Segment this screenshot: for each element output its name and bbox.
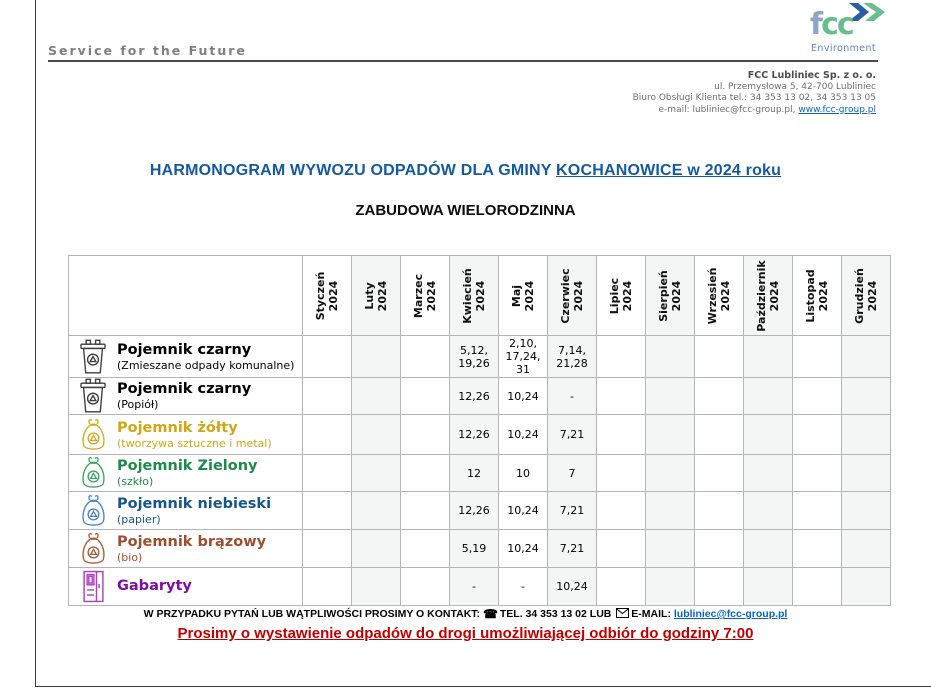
schedule-cell [352, 336, 401, 378]
schedule-cell [646, 378, 695, 415]
schedule-cell [303, 455, 352, 492]
schedule-cell [352, 568, 401, 606]
month-header-label: Marzec 2024 [412, 273, 438, 318]
schedule-cell [401, 336, 450, 378]
schedule-cell: 10 [499, 455, 548, 492]
schedule-cell [793, 568, 842, 606]
schedule-cell [597, 530, 646, 568]
waste-type-name: Pojemnik żółty [117, 419, 238, 436]
schedule-cell [744, 336, 793, 378]
schedule-table [68, 255, 891, 606]
waste-bag-icon [69, 531, 117, 567]
schedule-cell [695, 455, 744, 492]
company-name: FCC Lubliniec Sp. z o. o. [747, 70, 876, 81]
company-phones: Biuro Obsługi Klienta tel.: 34 353 13 02, 34 353 13 05 [632, 93, 876, 103]
table-row [69, 455, 891, 492]
schedule-cell [303, 336, 352, 378]
left-border-line [35, 0, 36, 687]
month-header-label: Luty 2024 [363, 280, 389, 311]
schedule-table-wrap [68, 255, 891, 606]
month-header [303, 256, 352, 336]
schedule-cell: 12,26 [450, 378, 499, 415]
schedule-cell [695, 336, 744, 378]
trash-bin-icon [69, 378, 117, 414]
schedule-cell [597, 455, 646, 492]
schedule-cell: 10,24 [499, 378, 548, 415]
waste-bag-icon [69, 493, 117, 529]
company-email-line: e-mail: lubliniec@fcc-group.pl, www.fcc-group.pl [658, 104, 876, 115]
waste-type-name: Pojemnik niebieski [117, 495, 272, 512]
schedule-cell [695, 492, 744, 530]
schedule-cell [646, 492, 695, 530]
month-header-label: Październik 2024 [755, 259, 781, 332]
schedule-cell [352, 455, 401, 492]
contact-line: W PRZYPADKU PYTAŃ LUB WĄTPLIWOŚCI PROSIMY O KONTAKT: ☎ TEL. 34 353 13 02 LUB E-MAIL: lubliniec@fcc-group.pl [143, 607, 788, 621]
wardrobe-icon [69, 569, 117, 604]
schedule-cell [842, 492, 891, 530]
waste-type-label [69, 568, 303, 606]
schedule-cell [646, 336, 695, 378]
waste-type-name: Pojemnik czarny [117, 381, 252, 397]
schedule-cell: - [499, 568, 548, 606]
table-row [69, 568, 891, 606]
schedule-cell: - [450, 568, 499, 606]
schedule-cell [597, 568, 646, 606]
waste-type-subtitle: (Popiół) [117, 398, 159, 411]
schedule-cell [646, 415, 695, 455]
month-header-row [69, 256, 891, 336]
schedule-cell: 7 [548, 455, 597, 492]
waste-type-label [69, 336, 303, 378]
phone-icon: ☎ [482, 607, 498, 621]
schedule-cell: 2,10, 17,24, 31 [499, 336, 548, 378]
schedule-cell [597, 415, 646, 455]
service-tagline: Service for the Future [48, 43, 247, 58]
schedule-cell [303, 530, 352, 568]
waste-type-subtitle: (szkło) [117, 475, 154, 488]
schedule-cell [793, 530, 842, 568]
schedule-cell: 12,26 [450, 492, 499, 530]
company-address: ul. Przemysłowa 5, 42-700 Lubliniec [714, 81, 876, 92]
schedule-cell [352, 415, 401, 455]
bottom-border-line [35, 686, 931, 687]
month-header [401, 256, 450, 336]
waste-type-label [69, 492, 303, 530]
schedule-cell: 10,24 [499, 415, 548, 455]
schedule-cell: 10,24 [499, 530, 548, 568]
schedule-cell [695, 530, 744, 568]
envelope-icon [616, 608, 629, 618]
waste-type-subtitle: (Zmieszane odpady komunalne) [117, 358, 295, 372]
schedule-cell [842, 568, 891, 606]
schedule-cell [744, 455, 793, 492]
contact-email-link[interactable]: lubliniec@fcc-group.pl [673, 608, 788, 620]
schedule-cell [744, 530, 793, 568]
schedule-cell [793, 336, 842, 378]
schedule-cell [597, 336, 646, 378]
month-header [744, 256, 793, 336]
schedule-cell [646, 455, 695, 492]
table-row [69, 378, 891, 415]
logo-environment-label: Environment [811, 43, 877, 54]
schedule-cell [401, 492, 450, 530]
month-header-label: Listopad 2024 [804, 268, 830, 323]
schedule-cell [303, 415, 352, 455]
logo-text: fcc [810, 7, 853, 42]
month-header [597, 256, 646, 336]
month-header [352, 256, 401, 336]
schedule-cell [695, 378, 744, 415]
schedule-cell: 7,21 [548, 530, 597, 568]
month-header [695, 256, 744, 336]
schedule-cell: 12,26 [450, 415, 499, 455]
page-title: HARMONOGRAM WYWOZU ODPADÓW DLA GMINY KOCHANOWICE w 2024 roku [149, 162, 782, 179]
schedule-cell [646, 530, 695, 568]
waste-type-subtitle: (bio) [117, 550, 143, 564]
table-row [69, 530, 891, 568]
schedule-cell: 12 [450, 455, 499, 492]
company-info-block [633, 70, 876, 116]
month-header [646, 256, 695, 336]
schedule-cell [744, 492, 793, 530]
schedule-cell [352, 530, 401, 568]
table-row [69, 492, 891, 530]
schedule-cell [401, 568, 450, 606]
waste-type-label [69, 378, 303, 415]
table-row [69, 336, 891, 378]
schedule-cell [744, 378, 793, 415]
schedule-cell [842, 378, 891, 415]
month-header [499, 256, 548, 336]
waste-type-name: Pojemnik Zielony [117, 458, 258, 474]
month-header-label: Wrzesień 2024 [706, 267, 732, 324]
month-header-label: Sierpień 2024 [657, 269, 683, 322]
schedule-cell [842, 336, 891, 378]
waste-type-label [69, 530, 303, 568]
schedule-cell [401, 455, 450, 492]
pickup-time-note: Prosimy o wystawienie odpadów do drogi umożliwiającej odbiór do godziny 7:00 [177, 625, 754, 642]
month-header-label: Grudzień 2024 [853, 267, 879, 324]
waste-type-subtitle: (papier) [117, 512, 161, 526]
schedule-cell: 10,24 [499, 492, 548, 530]
waste-type-label [69, 415, 303, 455]
trash-bin-icon [69, 339, 117, 375]
schedule-cell [303, 492, 352, 530]
schedule-cell [744, 415, 793, 455]
schedule-cell: 5,12, 19,26 [450, 336, 499, 378]
waste-type-name: Gabaryty [117, 578, 192, 594]
month-header-label: Lipiec 2024 [608, 277, 634, 314]
schedule-cell: 5,19 [450, 530, 499, 568]
waste-type-subtitle: (tworzywa sztuczne i metal) [117, 436, 272, 450]
schedule-cell [842, 530, 891, 568]
schedule-cell [744, 568, 793, 606]
month-header [842, 256, 891, 336]
month-header [450, 256, 499, 336]
schedule-cell [646, 568, 695, 606]
schedule-cell [793, 415, 842, 455]
schedule-cell: 7,21 [548, 415, 597, 455]
schedule-cell [842, 415, 891, 455]
waste-type-label [69, 455, 303, 492]
month-header [548, 256, 597, 336]
page-subtitle: ZABUDOWA WIELORODZINNA [355, 202, 576, 219]
waste-type-header-cell [69, 256, 303, 336]
schedule-cell: 7,14, 21,28 [548, 336, 597, 378]
schedule-cell [303, 378, 352, 415]
schedule-cell [401, 530, 450, 568]
schedule-cell [842, 455, 891, 492]
schedule-cell [597, 378, 646, 415]
month-header-label: Czerwiec 2024 [559, 267, 585, 324]
schedule-cell [303, 568, 352, 606]
schedule-cell [793, 455, 842, 492]
month-header-label: Styczeń 2024 [314, 271, 340, 320]
month-header-label: Kwiecień 2024 [461, 267, 487, 324]
month-header-label: Maj 2024 [510, 280, 536, 311]
schedule-cell [793, 378, 842, 415]
schedule-cell: 7,21 [548, 492, 597, 530]
company-website-link[interactable]: www.fcc-group.pl [798, 104, 876, 115]
schedule-cell [352, 378, 401, 415]
schedule-cell [695, 415, 744, 455]
schedule-cell [352, 492, 401, 530]
waste-type-name: Pojemnik brązowy [117, 533, 267, 550]
waste-bag-icon [69, 455, 117, 491]
title-underlined-part: KOCHANOWICE w 2024 roku [556, 162, 782, 179]
schedule-cell [401, 415, 450, 455]
schedule-cell: - [548, 378, 597, 415]
header-rule [48, 60, 878, 62]
schedule-cell: 10,24 [548, 568, 597, 606]
month-header [793, 256, 842, 336]
schedule-cell [695, 568, 744, 606]
schedule-cell [597, 492, 646, 530]
schedule-cell [401, 378, 450, 415]
waste-bag-icon [69, 417, 117, 453]
table-row [69, 415, 891, 455]
waste-type-name: Pojemnik czarny [117, 341, 252, 358]
fcc-logo [804, 3, 888, 57]
schedule-cell [793, 492, 842, 530]
